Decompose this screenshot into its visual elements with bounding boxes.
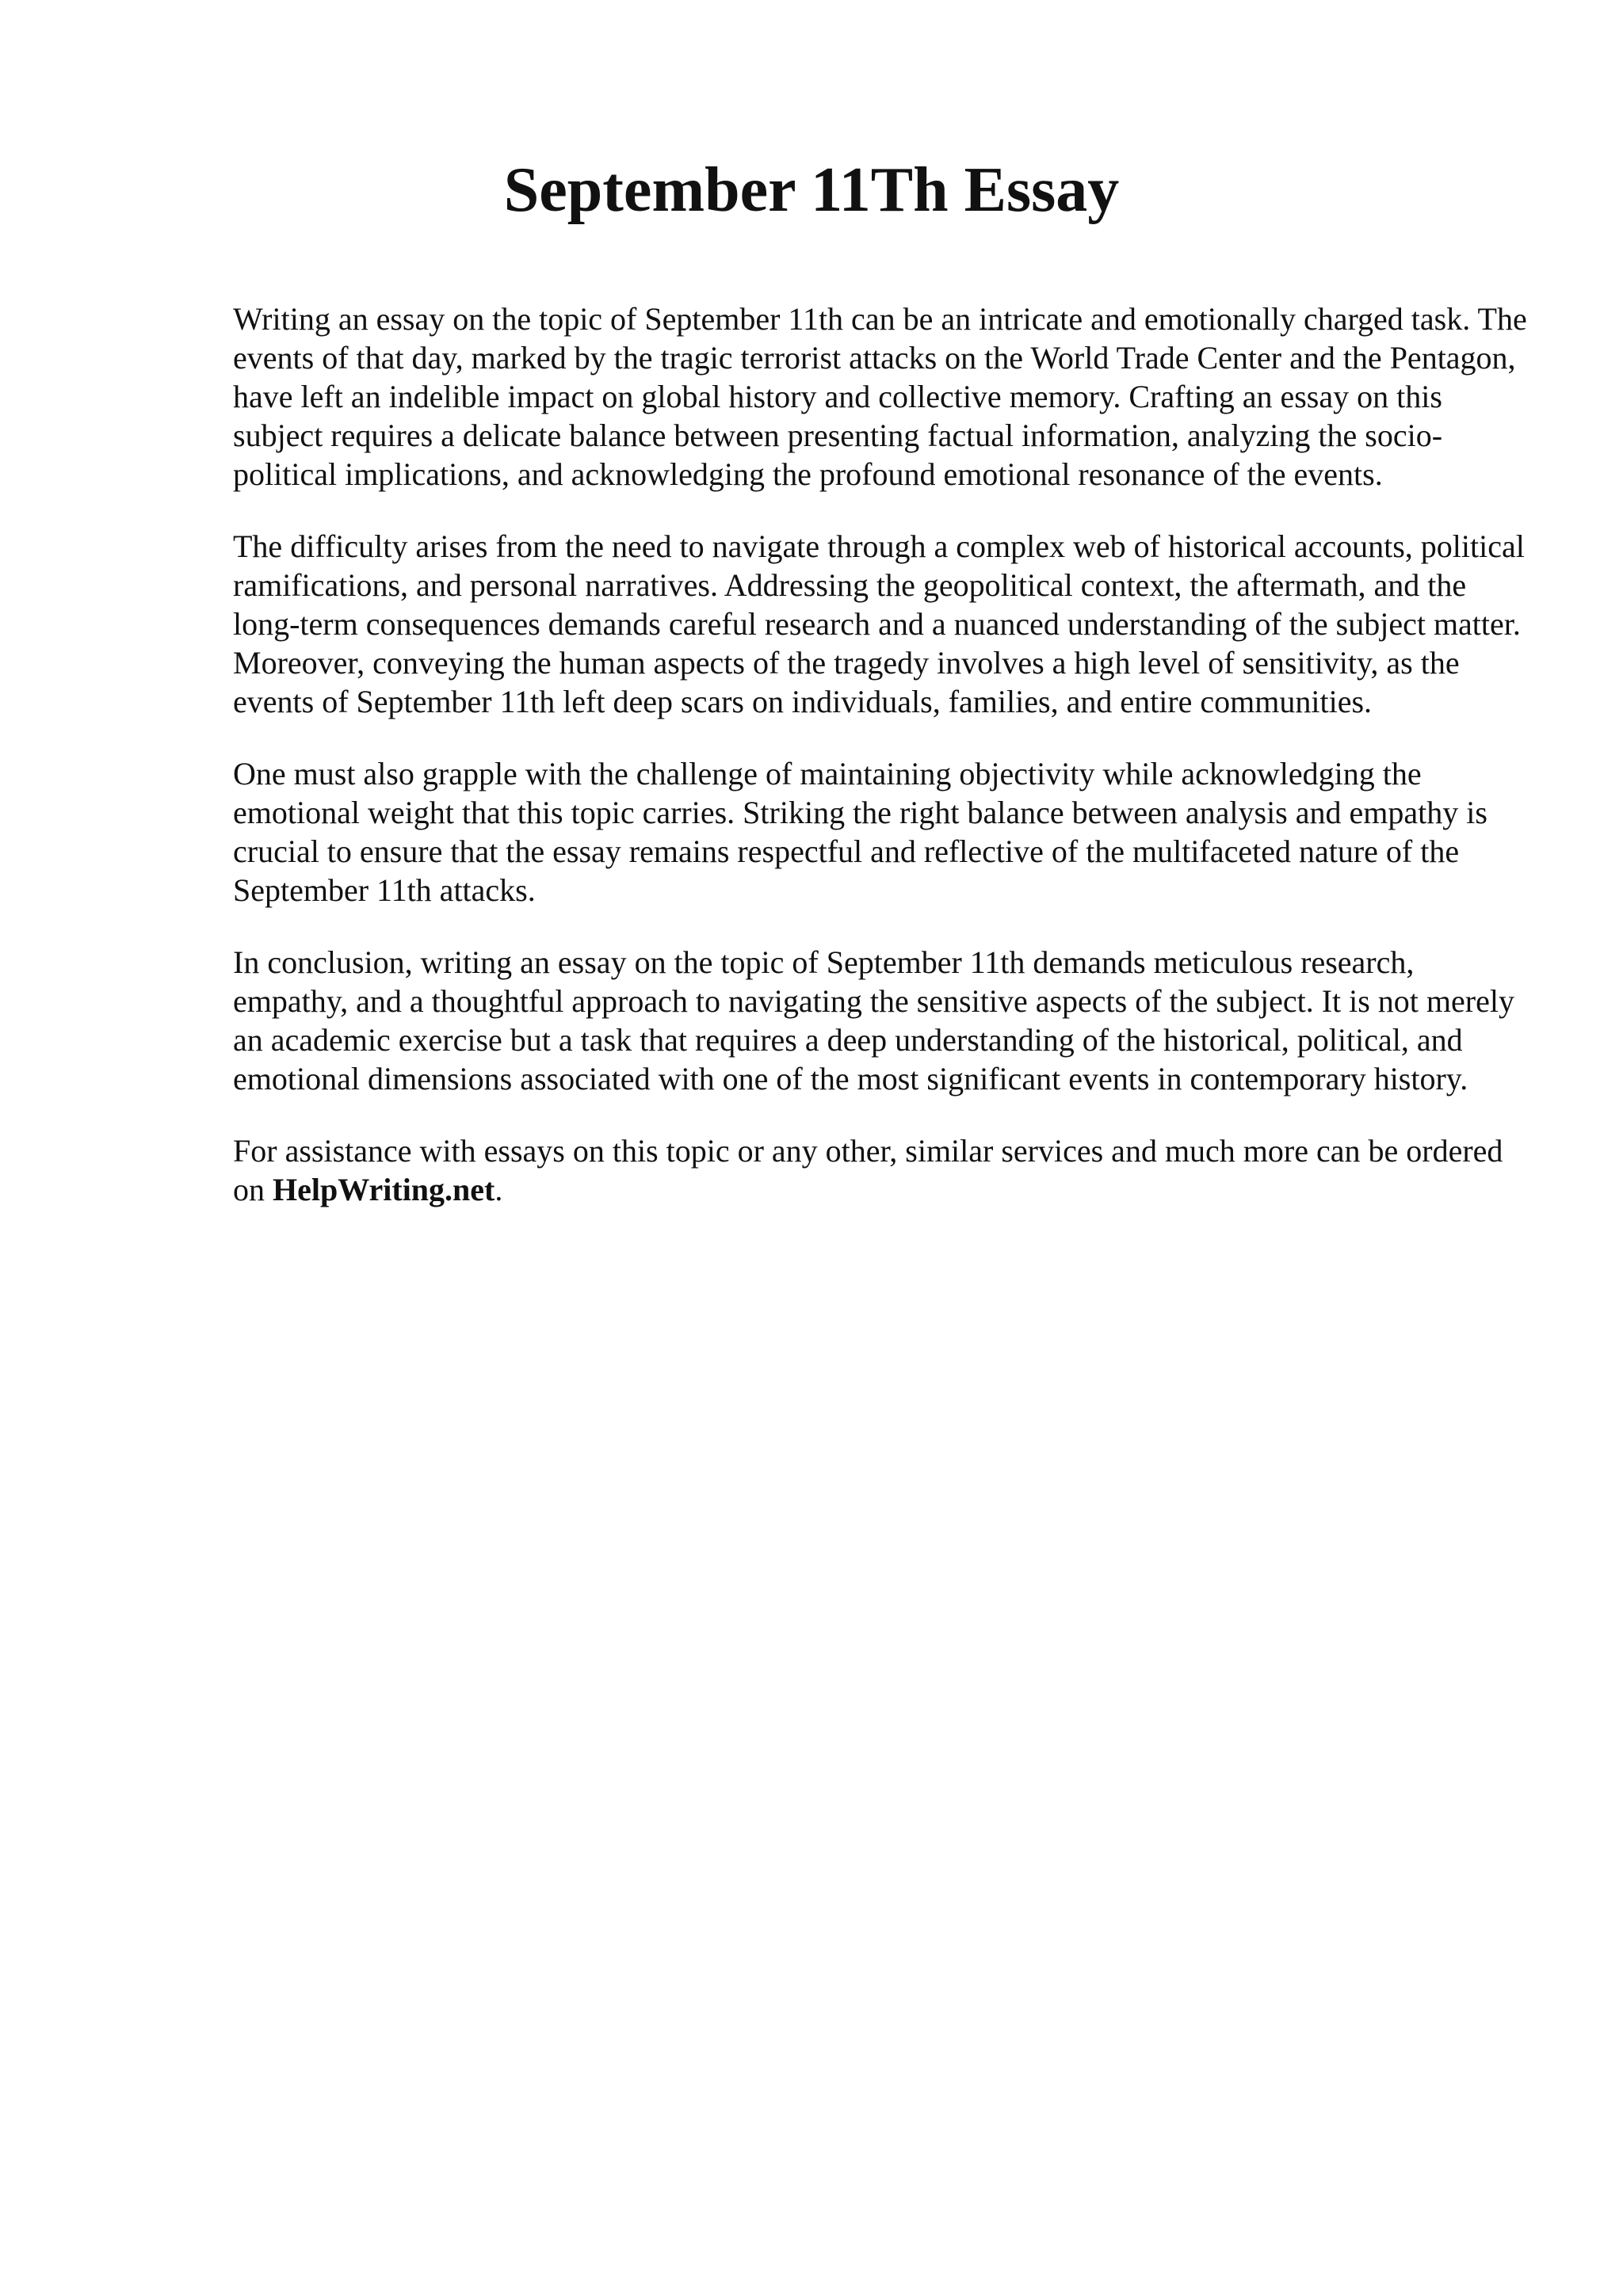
page-title: September 11Th Essay	[503, 155, 1120, 225]
paragraph-3: One must also grapple with the challenge of maintaining objectivity while acknowledging the emotional weight that this topic carries. Striking the right balance between analysis and empathy is crucial to ensure that the essay remains respectful and reflective of the multifaceted nature of the September 11th attacks.	[233, 756, 1487, 908]
footer-text: For assistance with essays on this topic or any other, similar services and much more can be ordered on	[233, 1133, 1503, 1207]
paragraph-1: Writing an essay on the topic of September 11th can be an intricate and emotionally charged task. The events of that day, marked by the tragic terrorist attacks on the World Trade Center and the Pentagon, have left an indelible impact on global history and collective memory. Crafting an essay on this subject requires a delicate balance between presenting factual information, analyzing the socio-political implications, and acknowledging the profound emotional resonance of the events.	[233, 301, 1527, 492]
brand-link[interactable]: HelpWriting.net	[273, 1172, 495, 1207]
footer-period: .	[495, 1172, 503, 1207]
footer-paragraph	[233, 1131, 1533, 1209]
paragraph-2: The difficulty arises from the need to navigate through a complex web of historical accounts, political ramifications, and personal narratives. Addressing the geopolitical context, the aftermath, and the long-term consequences demands careful research and a nuanced understanding of the subject matter. Moreover, conveying the human aspects of the tragedy involves a high level of sensitivity, as the events of September 11th left deep scars on individuals, families, and entire communities.	[233, 528, 1525, 719]
brand-link-wrap	[273, 1172, 495, 1207]
essay-body	[233, 299, 1533, 1242]
paragraph-4: In conclusion, writing an essay on the topic of September 11th demands meticulous research, empathy, and a thoughtful approach to navigating the sensitive aspects of the subject. It is not merely an academic exercise but a task that requires a deep understanding of the historical, political, and emotional dimensions associated with one of the most significant events in contemporary history.	[233, 944, 1514, 1097]
